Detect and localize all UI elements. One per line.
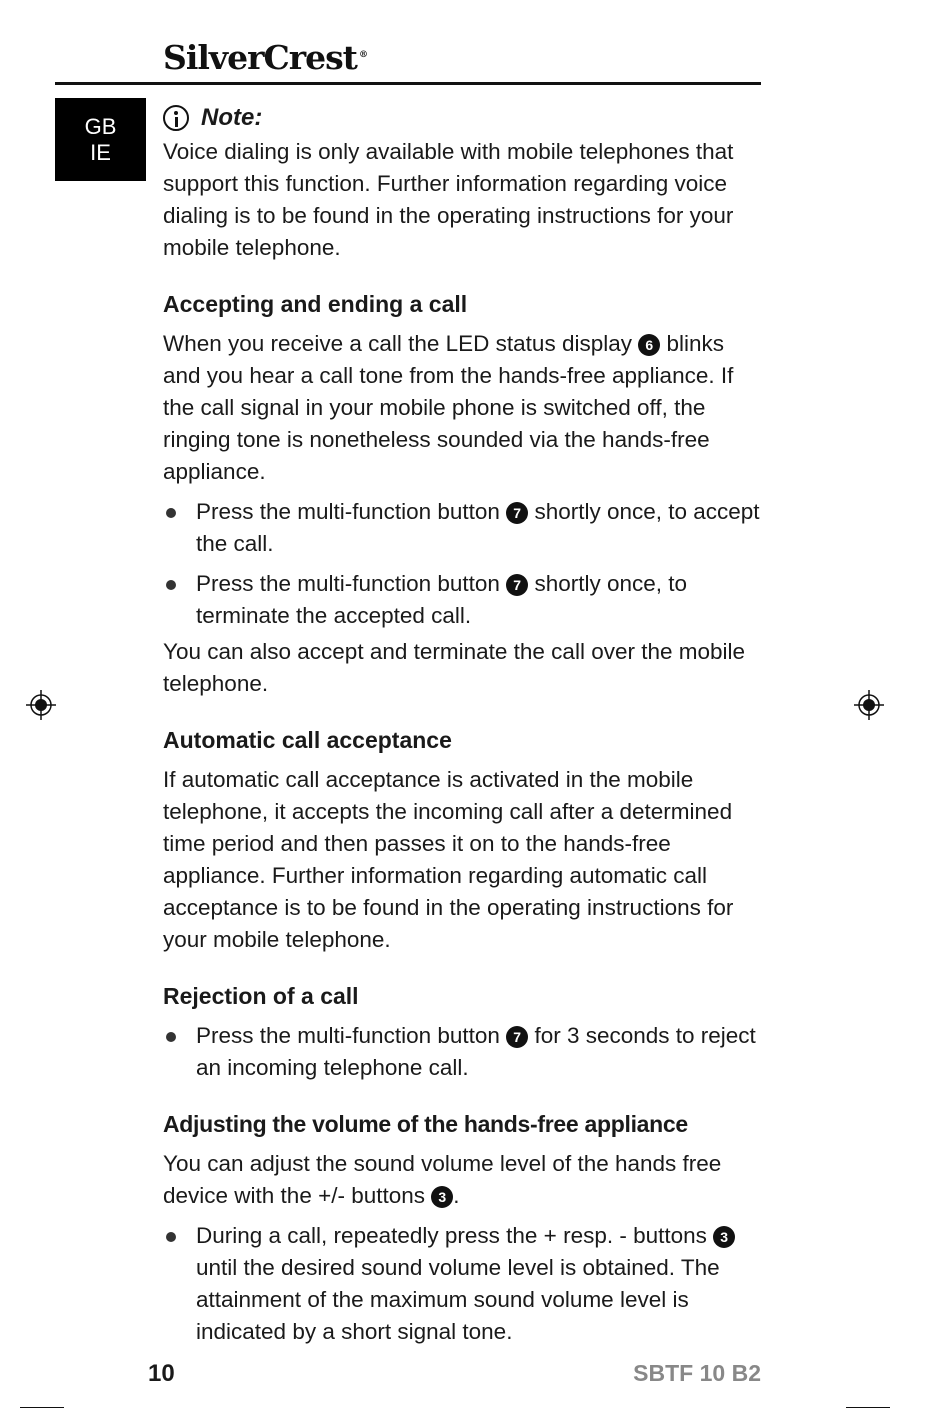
page-number: 10 — [148, 1360, 175, 1387]
text-segment: Press the multi-function button — [196, 571, 500, 596]
section-accepting-call — [163, 288, 763, 700]
callout-number-badge: 7 — [506, 502, 528, 524]
text-segment: until the desired sound volume level is obtained. The attainment of the maximum sound volume level is indicated by a short signal tone. — [196, 1255, 720, 1344]
model-number: SBTF 10 B2 — [633, 1360, 761, 1386]
text-segment: Press the multi-function button — [196, 1023, 500, 1048]
text-segment: During a call, repeatedly press the + resp. - buttons — [196, 1223, 707, 1248]
text-segment: shortly once, to terminate the accepted call. — [196, 571, 688, 628]
note-heading — [163, 100, 763, 136]
section-heading: Adjusting the volume of the hands-free appliance — [163, 1111, 688, 1137]
section-rejection — [163, 980, 763, 1084]
callout-number-badge: 6 — [638, 334, 660, 356]
text-segment: You can adjust the sound volume level of the hands free device with the +/- buttons — [163, 1151, 722, 1208]
section-heading: Automatic call acceptance — [163, 727, 452, 753]
section-volume — [163, 1108, 763, 1348]
bullet-item — [163, 1220, 763, 1348]
registered-mark: ® — [358, 50, 367, 60]
registration-mark-left-icon — [26, 690, 56, 720]
text-segment: for 3 seconds to reject an incoming telephone call. — [196, 1023, 756, 1080]
section-automatic-acceptance — [163, 724, 763, 956]
header-rule — [55, 82, 761, 85]
note-text: Voice dialing is only available with mobile telephones that support this function. Further information regarding voice dialing is to be found in the operating instructions for your mobile telephone. — [163, 139, 734, 260]
brand-logo — [163, 38, 367, 77]
bullet-item — [163, 1020, 763, 1084]
paragraph — [163, 1148, 763, 1212]
language-code-ie: IE — [90, 140, 111, 165]
callout-number-badge: 7 — [506, 1026, 528, 1048]
registration-mark-right-icon — [854, 690, 884, 720]
crop-mark — [846, 1407, 890, 1408]
main-content — [163, 100, 763, 1348]
paragraph: You can also accept and terminate the call over the mobile telephone. — [163, 639, 746, 696]
note-title: Note: — [201, 104, 263, 131]
paragraph — [163, 328, 763, 488]
crop-mark — [20, 1407, 64, 1408]
text-segment: shortly once, to accept the call. — [196, 499, 760, 556]
brand-name: SilverCrest — [163, 38, 357, 77]
paragraph: If automatic call acceptance is activated in the mobile telephone, it accepts the incoming call after a determined time period and then passes it on to the hands-free appliance. Further information regarding automatic call acceptance is to be found in the operating instructions for your mobile telephone. — [163, 767, 734, 952]
callout-number-badge: 3 — [431, 1186, 453, 1208]
section-heading: Accepting and ending a call — [163, 291, 468, 317]
bullet-item — [163, 496, 763, 560]
info-icon — [163, 105, 189, 131]
text-segment: blinks and you hear a call tone from the hands-free appliance. If the call signal in your mobile phone is switched off, the ringing tone is nonetheless sounded via the hands-free appliance. — [163, 331, 734, 484]
text-segment: When you receive a call the LED status display — [163, 331, 632, 356]
language-code-gb: GB — [84, 114, 117, 139]
text-segment: . — [453, 1183, 460, 1208]
section-heading: Rejection of a call — [163, 983, 359, 1009]
text-segment: Press the multi-function button — [196, 499, 500, 524]
bullet-item — [163, 568, 763, 632]
callout-number-badge: 3 — [713, 1226, 735, 1248]
callout-number-badge: 7 — [506, 574, 528, 596]
language-tab — [55, 98, 146, 181]
